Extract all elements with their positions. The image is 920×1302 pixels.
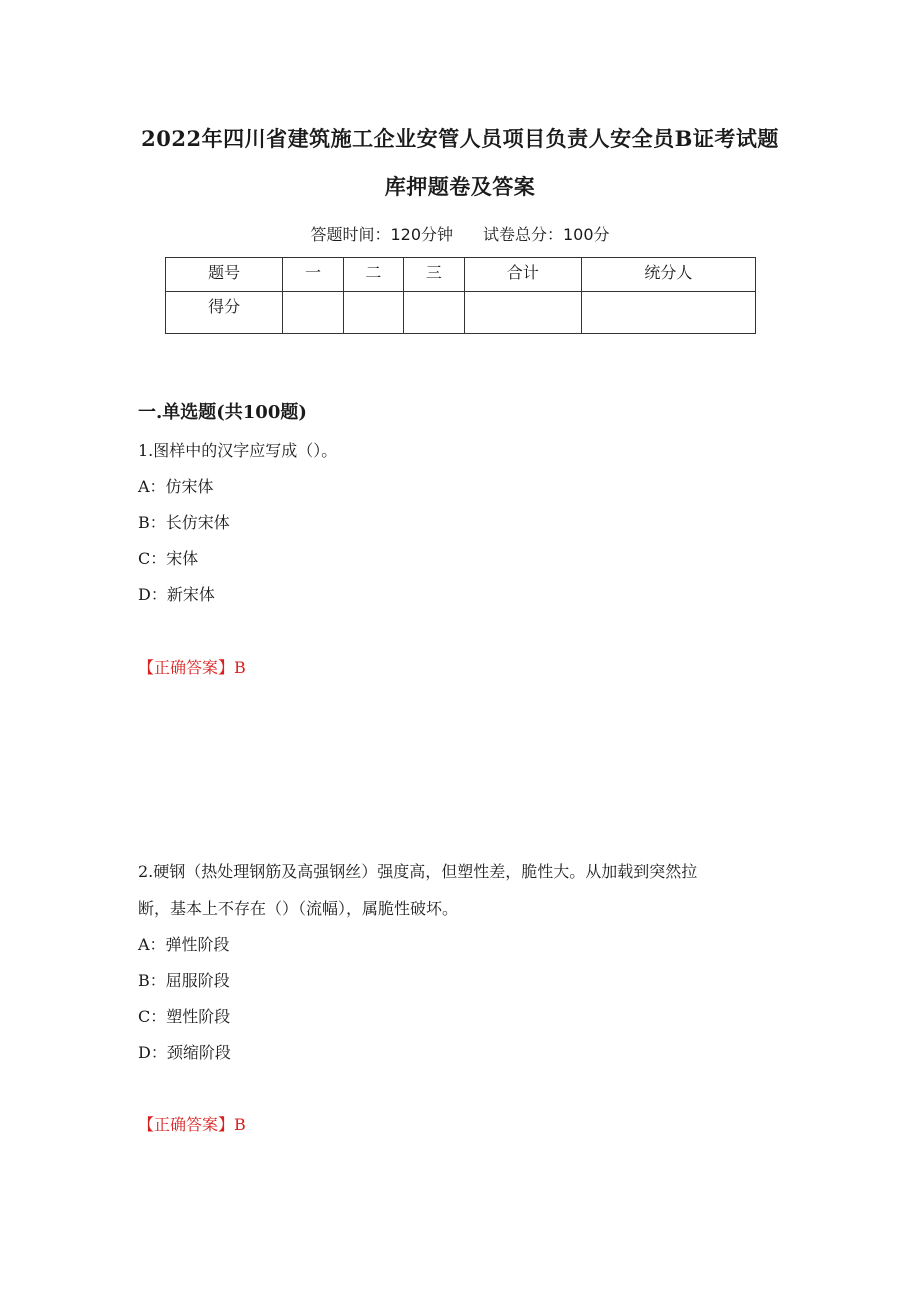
- header-cell: 题号: [166, 258, 283, 292]
- question-2-option-d: D：颈缩阶段: [138, 1043, 231, 1062]
- score-cell: [464, 292, 581, 334]
- question-1-answer: 【正确答案】B: [138, 658, 246, 677]
- document-title-line-1: 2022年四川省建筑施工企业安管人员项目负责人安全员B证考试题: [141, 126, 779, 151]
- header-cell: 一: [283, 258, 343, 292]
- question-2-option-b: B：屈服阶段: [138, 971, 230, 990]
- question-1-stem: 1.图样中的汉字应写成（）。: [138, 441, 338, 460]
- question-2-stem-line-1: 2.硬钢（热处理钢筋及高强钢丝）强度高，但塑性差，脆性大。从加载到突然拉: [138, 862, 698, 881]
- score-cell: [581, 292, 755, 334]
- question-2-option-a: A：弹性阶段: [138, 935, 230, 954]
- question-2-answer: 【正确答案】B: [138, 1115, 246, 1134]
- question-2-stem-line-2: 断，基本上不存在（）（流幅），属脆性破坏。: [138, 899, 459, 918]
- exam-meta: [0, 222, 920, 245]
- score-table: [165, 257, 756, 334]
- score-table-header-row: [166, 258, 756, 292]
- header-cell: 统分人: [581, 258, 755, 292]
- total-score: 试卷总分：100分: [483, 225, 610, 244]
- score-table-score-row: [166, 292, 756, 334]
- question-1-option-c: C：宋体: [138, 549, 199, 568]
- question-1-option-d: D：新宋体: [138, 585, 215, 604]
- row-label-cell: 得分: [166, 292, 283, 334]
- score-cell: [343, 292, 403, 334]
- header-cell: 二: [343, 258, 403, 292]
- header-cell: 合计: [464, 258, 581, 292]
- question-1-option-b: B：长仿宋体: [138, 513, 230, 532]
- document-title-line-2: 库押题卷及答案: [384, 174, 536, 199]
- score-cell: [404, 292, 464, 334]
- header-cell: 三: [404, 258, 464, 292]
- section-title: 一.单选题(共100题): [138, 402, 307, 423]
- question-2-option-c: C：塑性阶段: [138, 1007, 231, 1026]
- question-1-option-a: A：仿宋体: [138, 477, 214, 496]
- score-cell: [283, 292, 343, 334]
- exam-time: 答题时间：120分钟: [310, 225, 453, 244]
